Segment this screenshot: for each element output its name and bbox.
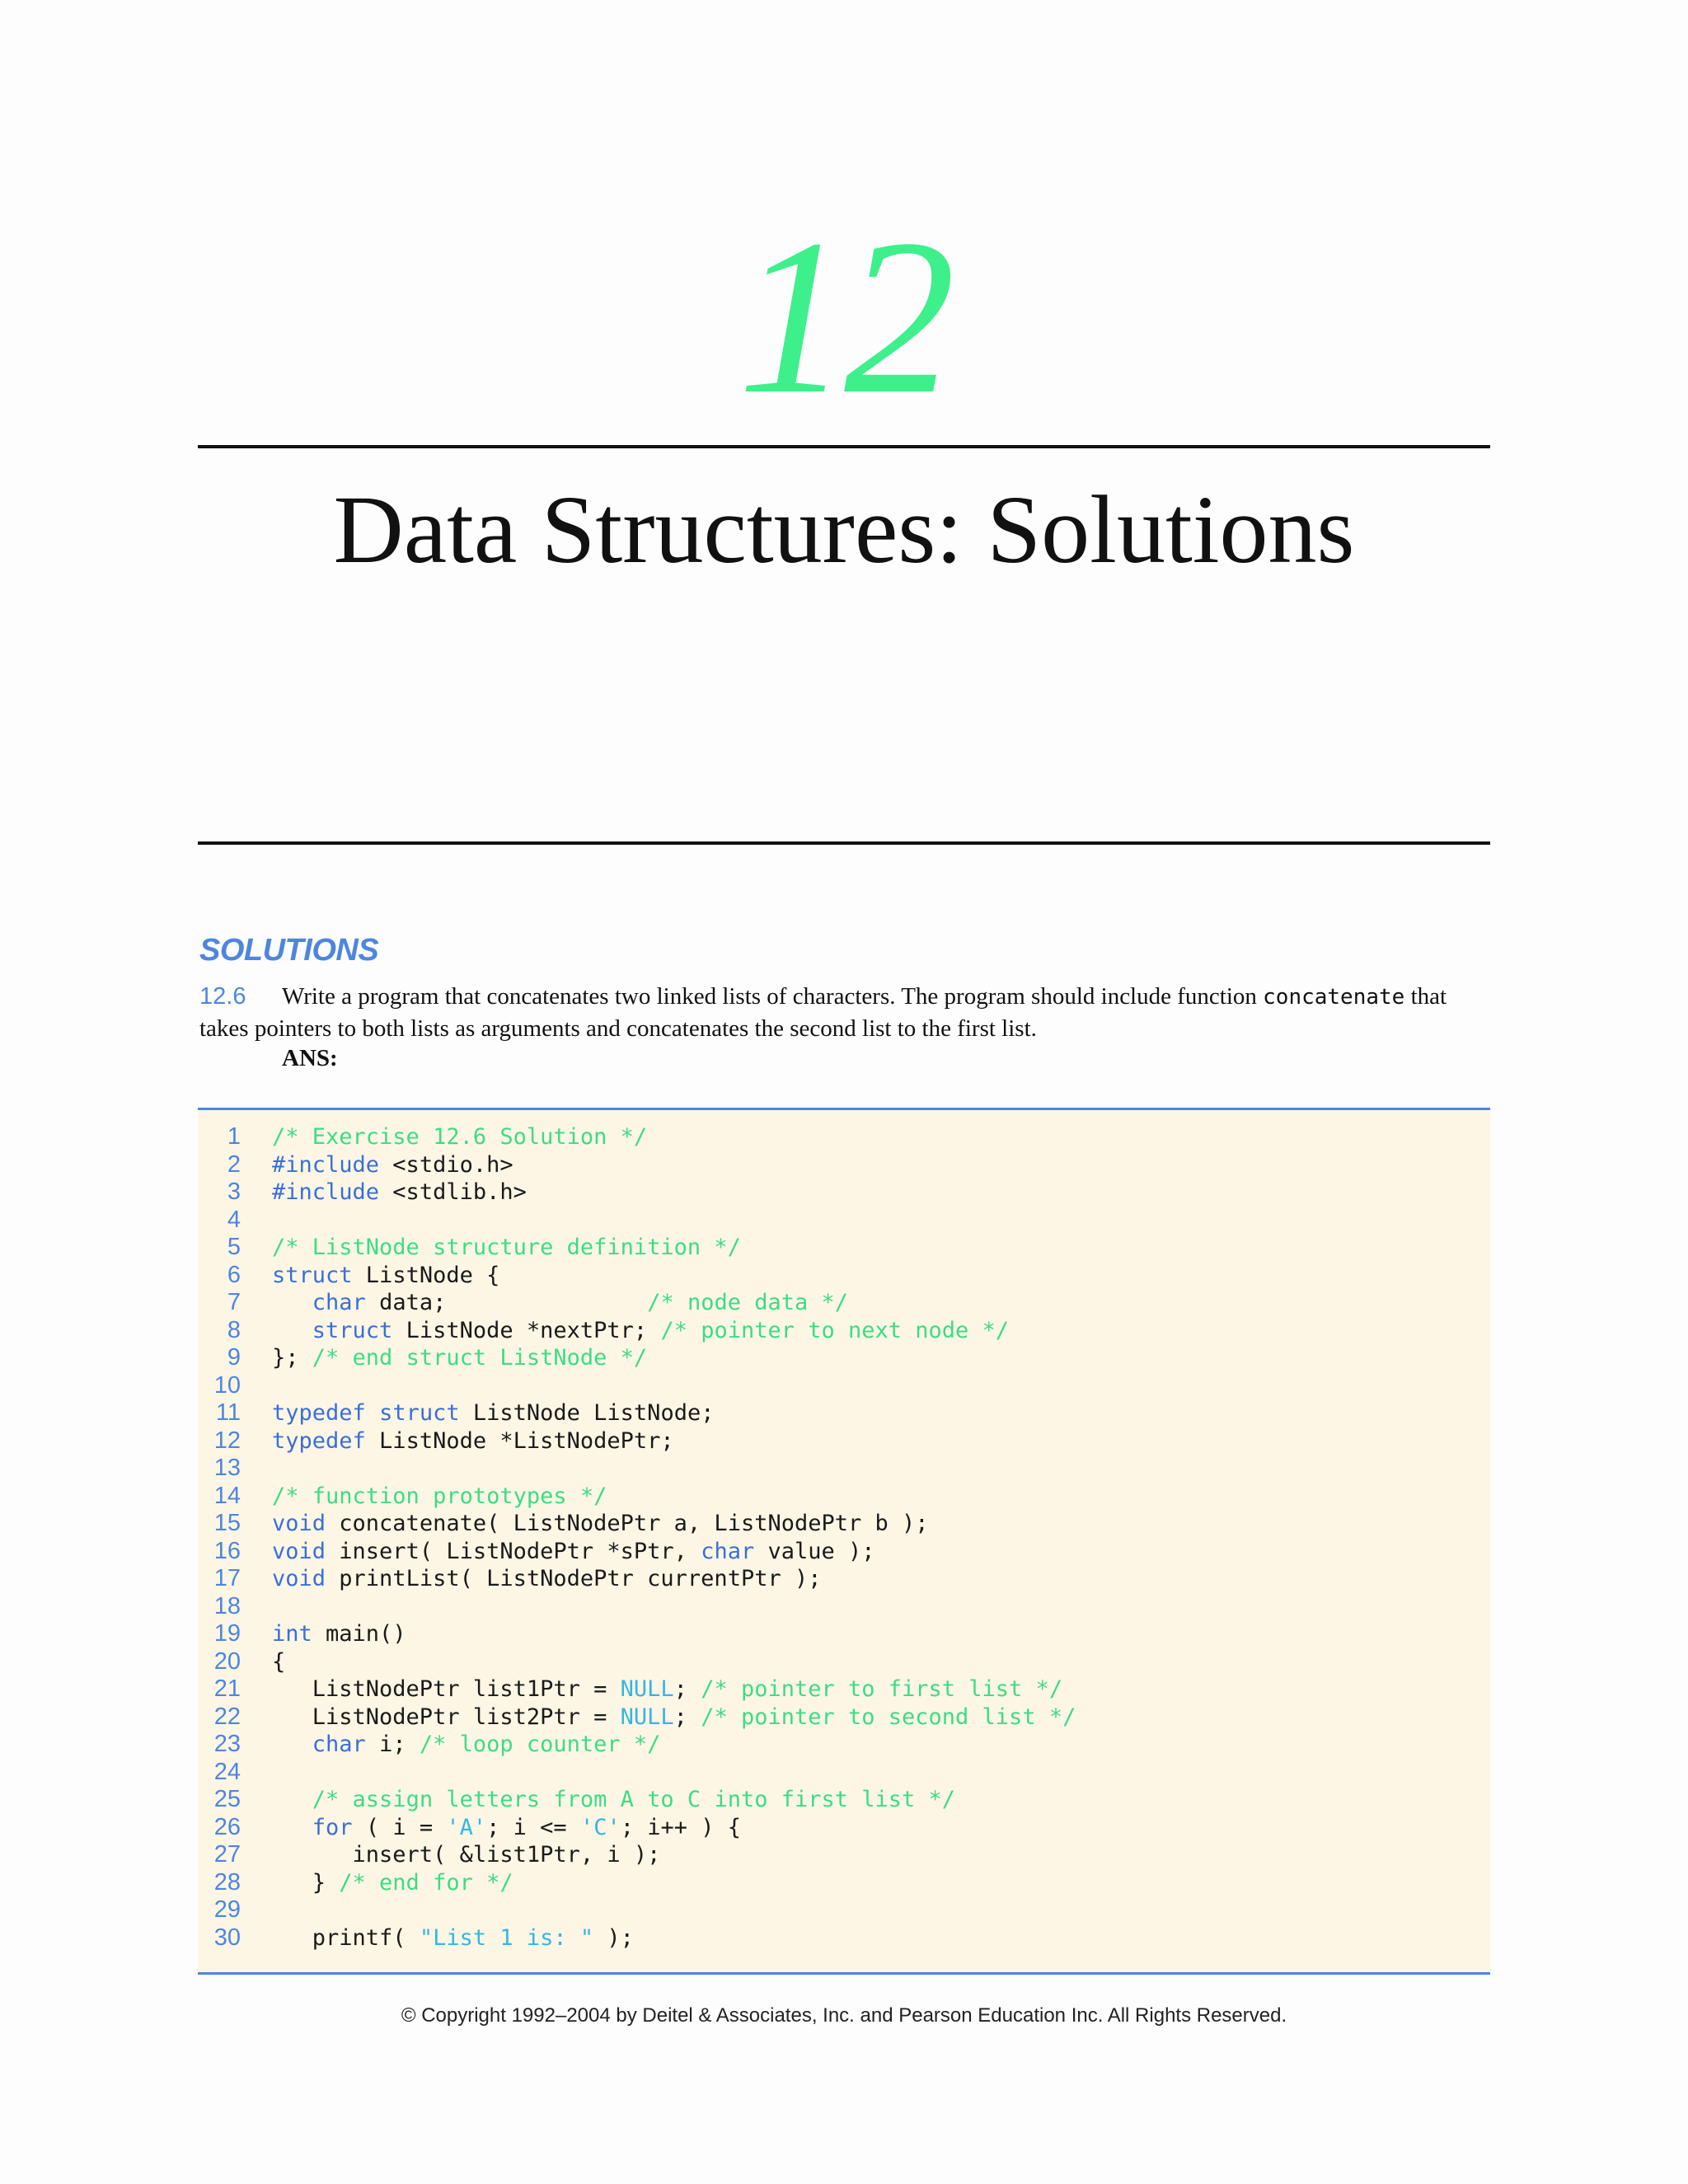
line-number: 20 <box>213 1647 241 1675</box>
code-token-plain: ListNode *ListNodePtr; <box>365 1427 674 1454</box>
code-line <box>198 1538 1490 1566</box>
code-source <box>272 1234 741 1262</box>
code-line <box>198 1427 1490 1455</box>
code-token-keyword: char <box>312 1290 366 1315</box>
code-source <box>272 1399 714 1427</box>
code-token-comment: /* node data */ <box>647 1290 849 1315</box>
code-line <box>198 1372 1490 1400</box>
code-token-plain: ListNodePtr list2Ptr = <box>272 1704 621 1730</box>
line-number: 5 <box>227 1234 241 1260</box>
code-token-plain: ; <box>673 1704 701 1730</box>
code-line <box>198 1869 1490 1897</box>
line-number: 7 <box>227 1289 241 1315</box>
code-token-keyword: void <box>272 1511 326 1536</box>
code-token-plain: { <box>272 1648 286 1675</box>
code-token-plain: ); <box>593 1924 634 1951</box>
code-token-plain: value ); <box>754 1538 875 1564</box>
line-number: 28 <box>213 1868 241 1896</box>
code-token-plain: }; <box>272 1345 312 1371</box>
code-token-plain: ( i = <box>352 1814 447 1840</box>
line-number: 6 <box>227 1261 241 1288</box>
line-number: 17 <box>213 1565 241 1591</box>
code-token-literal: NULL <box>620 1676 674 1702</box>
code-source <box>272 1179 527 1207</box>
code-source <box>272 1620 406 1648</box>
code-source <box>272 1510 929 1538</box>
code-source <box>272 1123 647 1151</box>
line-number: 2 <box>227 1151 241 1178</box>
code-token-plain: i; <box>365 1732 420 1757</box>
code-token-literal: "List 1 is: " <box>419 1924 594 1951</box>
code-token-comment: /* assign letters from A to C into first list */ <box>312 1787 956 1812</box>
code-line <box>198 1924 1490 1952</box>
code-source <box>272 1151 513 1179</box>
line-number: 1 <box>227 1123 241 1150</box>
code-source <box>272 1869 513 1897</box>
chapter-number: 12 <box>738 194 950 440</box>
code-source <box>272 1786 955 1814</box>
code-token-keyword: void <box>272 1566 326 1591</box>
code-token-keyword: struct <box>272 1262 353 1288</box>
code-token-keyword: #include <box>272 1151 380 1178</box>
code-token-plain <box>366 1400 379 1426</box>
code-token-comment: /* loop counter */ <box>419 1732 661 1757</box>
code-token-plain: concatenate( ListNodePtr a, ListNodePtr b ); <box>326 1511 929 1536</box>
code-line <box>198 1759 1490 1787</box>
code-source <box>272 1289 848 1317</box>
code-token-plain <box>272 1318 312 1343</box>
code-token-plain: <stdio.h> <box>379 1151 513 1178</box>
code-line <box>198 1841 1490 1869</box>
code-token-plain: ; i <= <box>486 1814 580 1840</box>
line-number: 22 <box>213 1703 241 1730</box>
line-number: 11 <box>215 1399 241 1426</box>
code-token-plain: insert( ListNodePtr *sPtr, <box>326 1538 701 1564</box>
code-token-plain <box>272 1787 312 1812</box>
line-number: 29 <box>213 1896 241 1923</box>
code-token-comment: /* pointer to first list */ <box>701 1676 1063 1702</box>
code-token-plain: ListNode ListNode; <box>459 1400 715 1426</box>
line-number: 10 <box>213 1371 241 1399</box>
code-source <box>272 1924 634 1952</box>
code-token-literal: NULL <box>620 1704 674 1730</box>
code-line <box>198 1814 1490 1842</box>
line-number: 4 <box>227 1206 241 1233</box>
code-line <box>198 1179 1490 1207</box>
line-number: 23 <box>213 1731 241 1757</box>
code-source <box>272 1538 875 1566</box>
code-lines <box>198 1123 1490 1952</box>
code-token-keyword: struct <box>312 1317 393 1343</box>
code-line <box>198 1731 1490 1759</box>
line-number: 16 <box>213 1537 241 1564</box>
code-token-comment: /* function prototypes */ <box>272 1483 607 1509</box>
code-source <box>272 1344 647 1372</box>
line-number: 8 <box>227 1316 241 1343</box>
code-token-plain: data; <box>365 1290 648 1315</box>
code-line <box>198 1262 1490 1290</box>
code-source <box>272 1427 674 1455</box>
code-token-keyword: void <box>272 1538 326 1564</box>
code-line <box>198 1648 1490 1676</box>
code-token-keyword: typedef <box>272 1400 366 1426</box>
code-line <box>198 1704 1490 1732</box>
code-token-keyword: int <box>272 1621 312 1647</box>
code-token-keyword: char <box>312 1732 366 1757</box>
code-line <box>198 1483 1490 1511</box>
code-token-plain: ListNode *nextPtr; <box>392 1317 661 1343</box>
code-token-plain: printList( ListNodePtr currentPtr ); <box>326 1566 822 1591</box>
answer-label: ANS: <box>282 1045 338 1071</box>
line-number: 25 <box>213 1786 241 1812</box>
code-token-comment: /* ListNode structure definition */ <box>272 1235 741 1260</box>
section-heading: SOLUTIONS <box>199 933 379 968</box>
code-source <box>272 1483 607 1511</box>
code-token-plain: printf( <box>272 1924 420 1951</box>
code-source <box>272 1317 1009 1345</box>
code-source <box>272 1704 1076 1732</box>
code-line <box>198 1455 1490 1483</box>
code-token-plain: } <box>272 1869 340 1896</box>
code-token-keyword: typedef <box>272 1427 366 1454</box>
code-token-literal: 'C' <box>579 1814 621 1840</box>
code-token-literal: 'A' <box>446 1814 487 1840</box>
code-source <box>272 1814 741 1842</box>
line-number: 24 <box>213 1758 241 1785</box>
copyright-footer: © Copyright 1992–2004 by Deitel & Associates, Inc. and Pearson Education Inc. All Rights Reserved. <box>401 2004 1287 2027</box>
exercise-statement <box>199 981 1490 1044</box>
code-line <box>198 1675 1490 1704</box>
code-source <box>272 1731 660 1759</box>
code-line <box>198 1565 1490 1593</box>
line-number: 12 <box>213 1427 241 1454</box>
exercise-function-name: concatenate <box>1263 985 1405 1010</box>
line-number: 30 <box>213 1924 241 1951</box>
line-number: 15 <box>213 1510 241 1536</box>
code-token-plain <box>272 1290 312 1315</box>
code-source <box>272 1841 660 1869</box>
line-number: 26 <box>213 1813 241 1840</box>
code-token-plain: main() <box>312 1621 406 1647</box>
code-token-plain: ListNodePtr list1Ptr = <box>272 1676 621 1702</box>
code-token-plain: ; i++ ) { <box>620 1814 742 1840</box>
bottom-rule <box>198 841 1490 845</box>
code-token-plain: ; <box>673 1676 701 1702</box>
code-token-plain: <stdlib.h> <box>379 1179 527 1205</box>
code-listing <box>198 1108 1490 1975</box>
code-line <box>198 1207 1490 1235</box>
code-line <box>198 1317 1490 1345</box>
code-token-plain: ListNode { <box>352 1262 500 1288</box>
code-line <box>198 1786 1490 1814</box>
code-line <box>198 1344 1490 1372</box>
code-token-keyword: #include <box>272 1179 380 1205</box>
line-number: 19 <box>213 1620 241 1647</box>
exercise-text-after: that takes pointers to both lists as arguments and concatenates the second list to the first list. <box>199 983 1447 1042</box>
code-source <box>272 1565 821 1593</box>
code-source <box>272 1262 499 1290</box>
code-line <box>198 1593 1490 1621</box>
code-line <box>198 1289 1490 1317</box>
line-number: 18 <box>213 1592 241 1619</box>
chapter-title: Data Structures: Solutions <box>333 476 1355 583</box>
code-token-plain <box>272 1732 312 1757</box>
code-source <box>272 1675 1062 1704</box>
line-number: 13 <box>213 1455 241 1481</box>
code-line <box>198 1123 1490 1151</box>
code-line <box>198 1399 1490 1427</box>
code-line <box>198 1510 1490 1538</box>
code-token-comment: /* Exercise 12.6 Solution */ <box>272 1124 648 1150</box>
code-token-comment: /* end struct ListNode */ <box>312 1345 648 1371</box>
line-number: 14 <box>213 1482 241 1509</box>
line-number: 9 <box>227 1344 241 1371</box>
exercise-text-before: Write a program that concatenates two linked lists of characters. The program should include function <box>282 983 1264 1010</box>
code-token-keyword: char <box>701 1538 755 1564</box>
top-rule <box>198 445 1490 448</box>
line-number: 27 <box>213 1841 241 1868</box>
code-line <box>198 1620 1490 1648</box>
exercise-number: 12.6 <box>199 983 246 1010</box>
line-number: 21 <box>213 1675 241 1702</box>
code-token-keyword: struct <box>379 1400 460 1426</box>
code-token-plain <box>272 1815 312 1840</box>
code-source <box>272 1648 285 1676</box>
line-number: 3 <box>227 1179 241 1205</box>
code-line <box>198 1896 1490 1924</box>
code-token-keyword: for <box>312 1814 353 1840</box>
code-token-comment: /* pointer to second list */ <box>701 1704 1076 1730</box>
code-token-plain: insert( &list1Ptr, i ); <box>272 1842 661 1868</box>
code-line <box>198 1151 1490 1179</box>
code-token-comment: /* pointer to next node */ <box>660 1317 1010 1343</box>
code-line <box>198 1234 1490 1262</box>
code-token-comment: /* end for */ <box>339 1869 513 1896</box>
